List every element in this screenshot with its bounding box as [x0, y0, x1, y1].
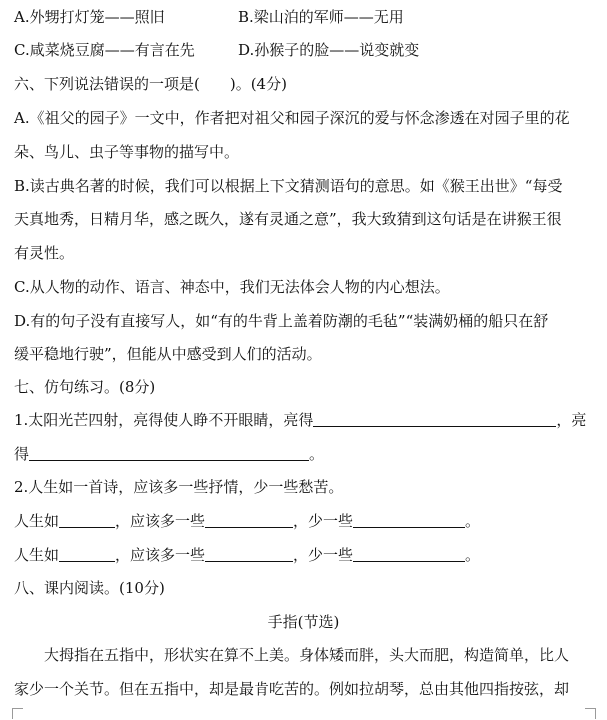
row-end: 。 [465, 512, 481, 530]
row-label-3: ，少一些 [293, 546, 354, 564]
answer-blank[interactable] [205, 512, 293, 528]
passage-line1: 大拇指在五指中，形状实在算不上美。身体矮而胖，头大而肥，构造简单，比人 [44, 646, 570, 664]
page-corner-mark [12, 708, 23, 719]
q7-item1-line2-prefix: 得 [14, 445, 30, 463]
q7-item1-prefix: 1.太阳光芒四射，亮得使人睁不开眼睛，亮得 [14, 411, 314, 429]
row-label-1: 人生如 [14, 546, 60, 564]
section-8-heading: 八、课内阅读。(10分) [14, 579, 165, 597]
section-7-heading: 七、仿句练习。(8分) [14, 378, 156, 396]
answer-blank[interactable] [353, 512, 465, 528]
q6-option-b-line1: B.读古典名著的时候，我们可以根据上下文猜测语句的意思。如《猴王出世》“每受 [14, 177, 563, 195]
option-b: B.梁山泊的军师——无用 [238, 8, 404, 26]
q6-option-c: C.从人物的动作、语言、神态中，我们无法体会人物的内心想法。 [14, 278, 450, 296]
q7-row2 [14, 545, 480, 565]
answer-blank[interactable] [29, 445, 309, 461]
answer-blank[interactable] [205, 546, 293, 562]
q6-option-d-line1: D.有的句子没有直接写人，如“有的牛背上盖着防潮的毛毡”“装满奶桶的船只在舒 [14, 312, 549, 330]
answer-blank[interactable] [313, 411, 556, 427]
row-label-2: ，应该多一些 [115, 512, 206, 530]
passage-line2: 家少一个关节。但在五指中，却是最肯吃苦的。例如拉胡琴，总由其他四指按弦，却 [14, 680, 570, 698]
q6-option-b-line3: 有灵性。 [14, 244, 75, 262]
q6-option-a-line2: 朵、鸟儿、虫子等事物的描写中。 [14, 143, 240, 161]
option-c: C.咸菜烧豆腐——有言在先 [14, 41, 195, 59]
option-a: A.外甥打灯笼——照旧 [14, 8, 165, 26]
page-corner-mark [585, 708, 596, 719]
option-d: D.孙猴子的脸——说变就变 [238, 41, 420, 59]
row-end: 。 [465, 546, 481, 564]
q7-row1 [14, 511, 480, 531]
row-label-2: ，应该多一些 [115, 546, 206, 564]
q6-option-b-line2: 天真地秀，日精月华，感之既久，遂有灵通之意”，我大致猜到这句话是在讲猴王很 [14, 210, 562, 228]
answer-blank[interactable] [59, 546, 115, 562]
q7-item1-line1 [14, 410, 586, 430]
q6-option-a-line1: A.《祖父的园子》一文中，作者把对祖父和园子深沉的爱与怀念渗透在对园子里的花 [14, 109, 570, 127]
row-label-1: 人生如 [14, 512, 60, 530]
q7-item1-suffix: ，亮 [556, 411, 587, 429]
passage-title: 手指(节选) [267, 613, 340, 631]
q7-item1-line2-suffix: 。 [309, 445, 325, 463]
answer-blank[interactable] [59, 512, 115, 528]
answer-blank[interactable] [353, 546, 465, 562]
row-label-3: ，少一些 [293, 512, 354, 530]
q7-item2: 2.人生如一首诗，应该多一些抒情，少一些愁苦。 [14, 478, 344, 496]
q7-item1-line2 [14, 444, 324, 464]
q6-option-d-line2: 缓平稳地行驶”，但能从中感受到人们的活动。 [14, 345, 322, 363]
section-6-heading: 六、下列说法错误的一项是( )。(4分) [14, 75, 287, 93]
